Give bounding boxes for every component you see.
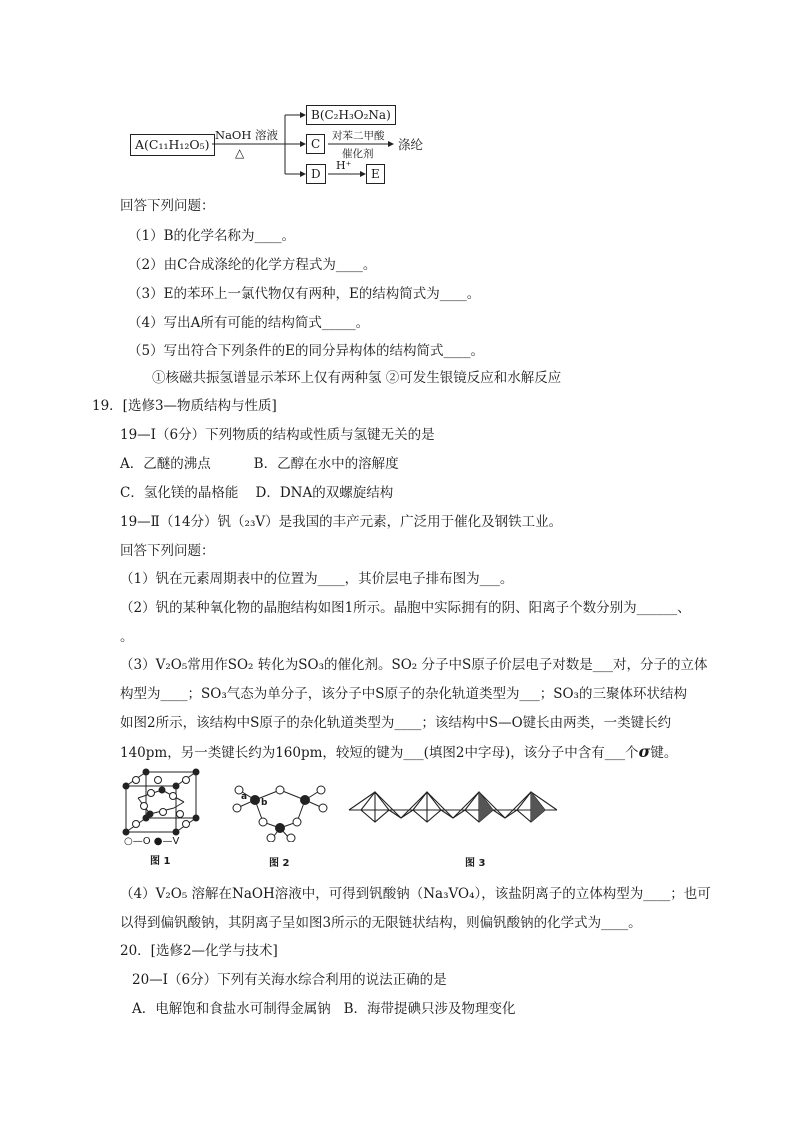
figure-2-label-a: a — [241, 792, 248, 802]
q19-sub3-line1: （3）V₂O₅常用作SO₂ 转化为SO₃的催化剂。SO₂ 分子中S原子价层电子对数是___对，分子的立体 — [120, 657, 708, 673]
q19-options-row1: A．乙醚的沸点 B．乙醇在水中的溶解度 — [120, 456, 399, 472]
q19-intro: 回答下列问题： — [120, 543, 215, 559]
product-polyester-label: 涤纶 — [398, 137, 424, 152]
q19-sub3-line4 — [120, 742, 677, 763]
figure-3-caption: 图 3 — [465, 858, 486, 869]
compound-e-box: E — [366, 164, 385, 184]
q20-part1: 20—Ⅰ（6分）下列有关海水综合利用的说法正确的是 — [132, 972, 447, 988]
figure-1-legend: ○—O ●—V — [124, 836, 180, 847]
q19-part2: 19—Ⅱ（14分）钒（₂₃V）是我国的丰产元素，广泛用于催化及钢铁工业。 — [120, 514, 563, 530]
q18-item-3: （3）E的苯环上一氯代物仅有两种，E的结构简式为____。 — [128, 286, 481, 302]
q19-part1: 19—Ⅰ（6分）下列物质的结构或性质与氢键无关的是 — [120, 427, 435, 443]
reagent-heat-label: △ — [235, 146, 245, 160]
crystal-cell-drawing — [118, 768, 208, 838]
reagent-acid-label: H⁺ — [336, 159, 352, 172]
figure-2-so3-trimer — [225, 770, 335, 869]
reagent-catalyst-label: 催化剂 — [342, 148, 374, 160]
q19-sub4-line1: （4）V₂O₅ 溶解在NaOH溶液中，可得到钒酸钠（Na₃VO₄），该盐阴离子的立体构型为____；也可 — [120, 886, 711, 902]
so3-trimer-drawing — [225, 770, 335, 842]
q20-options-row1: A．电解饱和食盐水可制得金属钠 B．海带提碘只涉及物理变化 — [132, 1001, 516, 1017]
q19-sub2-line1: （2）钒的某种氧化物的晶胞结构如图1所示。晶胞中实际拥有的阴、阳离子个数分别为______、 — [120, 600, 691, 616]
compound-b-box: B(C₂H₃O₂Na) — [306, 105, 396, 125]
q18-conditions: ①核磁共振氢谱显示苯环上仅有两种氢 ②可发生银镜反应和水解反应 — [152, 370, 562, 386]
reagent-terephthalic-label: 对苯二甲酸 — [332, 130, 385, 142]
q19-sub3-line2: 构型为____；SO₃气态为单分子，该分子中S原子的杂化轨道类型为___；SO₃的三聚体环状结构 — [120, 686, 687, 702]
compound-d-box: D — [306, 164, 326, 184]
figure-3-tetrahedral-chain — [345, 770, 575, 869]
q18-item-4: （4）写出A所有可能的结构简式_____。 — [128, 315, 370, 331]
q19-sub2-line2: 。 — [120, 629, 134, 645]
q19-header: 19．[选修3—物质结构与性质] — [92, 398, 277, 414]
q19-sub3-line3: 如图2所示，该结构中S原子的杂化轨道类型为____；该结构中S—O键长由两类，一类键长约 — [120, 715, 672, 731]
compound-c-box: C — [306, 134, 325, 154]
q19-sub4-line2: 以得到偏钒酸钠，其阴离子呈如图3所示的无限链状结构，则偏钒酸钠的化学式为____。 — [120, 915, 642, 931]
figure-1-caption: 图 1 — [150, 856, 171, 867]
q19-sub3-line4-text: 140pm，另一类键长约为160pm，较短的键为___(填图2中字母)，该分子中含有___个 — [120, 745, 639, 761]
tetrahedral-chain-drawing — [345, 770, 575, 842]
reaction-scheme — [120, 98, 450, 188]
q18-intro: 回答下列问题： — [120, 198, 215, 214]
q18-item-1: （1）B的化学名称为____。 — [128, 228, 296, 244]
q18-item-2: （2）由C合成涤纶的化学方程式为____。 — [128, 257, 377, 273]
q19-options-row2: C．氢化镁的晶格能 D．DNA的双螺旋结构 — [120, 485, 394, 501]
q18-item-5: （5）写出符合下列条件的E的同分异构体的结构简式____。 — [128, 343, 484, 359]
figure-1-crystal-cell — [118, 768, 208, 867]
sigma-symbol: σ — [638, 742, 651, 761]
compound-a-box: A(C₁₁H₁₂O₅) — [130, 134, 215, 156]
q20-header: 20．[选修2—化学与技术] — [120, 943, 278, 959]
q19-sub1: （1）钒在元素周期表中的位置为____，其价层电子排布图为___。 — [120, 571, 514, 587]
figure-2-label-b: b — [261, 798, 268, 808]
q19-sub3-line4-end: 键。 — [650, 745, 678, 761]
reagent-naoh-label: NaOH 溶液 — [215, 128, 279, 142]
figure-2-caption: 图 2 — [269, 858, 290, 869]
